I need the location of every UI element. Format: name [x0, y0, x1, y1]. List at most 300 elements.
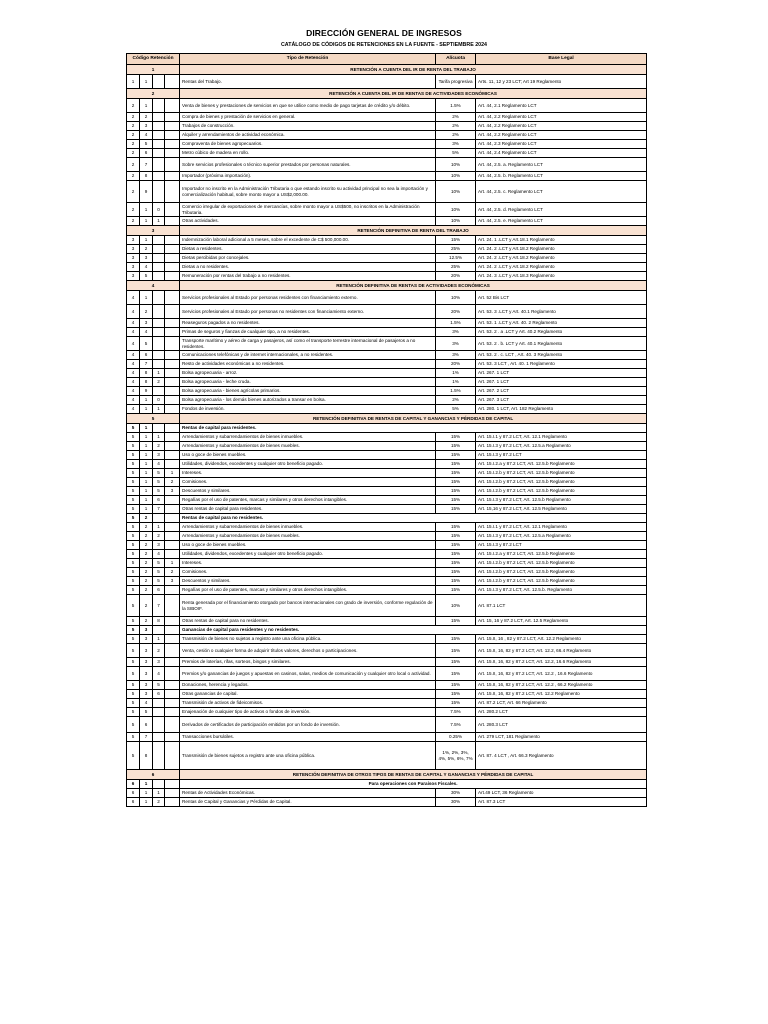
code-digit: 5 [127, 496, 140, 505]
table-row [127, 291, 647, 305]
retention-rate: 10% [436, 203, 476, 217]
table-row [127, 158, 647, 172]
retention-type: Dietas a residentes. [180, 245, 436, 254]
retention-type: Arrendamientos y subarrendamientos de bienes inmuebles. [180, 523, 436, 532]
code-digit: 5 [127, 667, 140, 681]
code-digit [153, 245, 165, 254]
retention-rate: Tarifa progresiva [436, 75, 476, 89]
code-digit [153, 263, 165, 272]
code-digit: 1 [153, 369, 165, 378]
code-digit: 3 [127, 254, 140, 263]
retention-type: Transacciones bursátiles. [180, 733, 436, 742]
code-digit: 2 [140, 595, 153, 617]
table-row [127, 733, 647, 742]
retention-type: Trabajos de construcción. [180, 122, 436, 131]
retention-rate: 3% [436, 328, 476, 337]
code-digit: 1 [165, 559, 180, 568]
legal-base: Art. 15.II, 16, 82 y 87.2 LCT, Art. 12.2 , 16.6 Reglamento [476, 667, 647, 681]
table-row [127, 523, 647, 532]
code-digit: 2 [127, 131, 140, 140]
retention-rate: 15% [436, 658, 476, 667]
code-digit: 2 [153, 378, 165, 387]
legal-base: Art. 53. 1 .LCT y Art. 40. 2 Reglamento [476, 319, 647, 328]
retention-type: Derivados de certificados de participación emitidos por un fondo de inversión. [180, 717, 436, 733]
code-digit [153, 351, 165, 360]
table-row [127, 140, 647, 149]
code-digit: 5 [153, 478, 165, 487]
code-digit: 9 [140, 387, 153, 396]
subsection-title: Para operaciones con Paraísos Fiscales. [180, 780, 647, 789]
code-digit [165, 708, 180, 717]
legal-base: Art. 44, 2.5. b. Reglamento LCT [476, 172, 647, 181]
retention-type: Arrendamientos y subarrendamientos de bienes inmuebles. [180, 433, 436, 442]
code-digit: 9 [140, 181, 153, 203]
subsection-row [127, 514, 647, 523]
retention-rate: 2% [436, 396, 476, 405]
code-digit: 8 [140, 369, 153, 378]
retention-type: Comisiones. [180, 478, 436, 487]
code-digit: 2 [165, 478, 180, 487]
code-digit: 2 [127, 217, 140, 226]
code-digit [153, 328, 165, 337]
section-code: 6 [127, 770, 180, 780]
retention-rate: 7.5% [436, 717, 476, 733]
retention-type: Dietas percibidas por concejales. [180, 254, 436, 263]
code-digit [165, 514, 180, 523]
retention-rate: 15% [436, 617, 476, 626]
table-row [127, 245, 647, 254]
code-digit: 4 [153, 667, 165, 681]
code-digit: 4 [127, 360, 140, 369]
retention-type: Arrendamientos y subarrendamientos de bienes muebles. [180, 532, 436, 541]
legal-base: Art. 15.II, 16, 82 y 87.2 LCT, Art. 12.2, 66.4 Reglamento [476, 644, 647, 658]
legal-base: Art. 267. 3 LCT [476, 396, 647, 405]
code-digit: 5 [127, 577, 140, 586]
code-digit: 3 [140, 635, 153, 644]
code-digit: 5 [127, 478, 140, 487]
code-digit: 3 [165, 577, 180, 586]
legal-base: Art. 15.I.3 y 87.2 LCT, Art. 12.5.a Reglamento [476, 532, 647, 541]
code-digit: 2 [140, 617, 153, 626]
code-digit [165, 351, 180, 360]
legal-base: Art. 44, 2.2 Reglamento LCT [476, 131, 647, 140]
code-digit: 5 [153, 487, 165, 496]
code-digit: 5 [140, 337, 153, 351]
code-digit: 2 [140, 550, 153, 559]
code-digit: 4 [127, 405, 140, 414]
legal-base: Art. 15.II, 16, 82 y 87.2 LCT, Art. 12.2 , 66.2 Reglamento [476, 681, 647, 690]
code-digit: 5 [127, 541, 140, 550]
code-digit: 3 [140, 658, 153, 667]
table-row [127, 595, 647, 617]
code-digit: 2 [140, 541, 153, 550]
code-digit: 4 [127, 396, 140, 405]
table-row [127, 559, 647, 568]
code-digit: 5 [153, 681, 165, 690]
retention-type: Donaciones, herencia y legados. [180, 681, 436, 690]
retention-type: Intereses. [180, 559, 436, 568]
code-digit: 1 [140, 798, 153, 807]
code-digit: 3 [153, 658, 165, 667]
code-digit: 3 [127, 263, 140, 272]
code-digit: 2 [153, 532, 165, 541]
code-digit [153, 158, 165, 172]
code-digit: 1 [153, 523, 165, 532]
legal-base: Art. 24. 2 .LCT y Art.18.2 Reglamento [476, 245, 647, 254]
section-code: 4 [127, 281, 180, 291]
retention-rate: 10% [436, 291, 476, 305]
code-digit [153, 254, 165, 263]
legal-base: Art. 44, 2.5. e. Reglamento LCT [476, 217, 647, 226]
header-code: Código Retención [127, 54, 180, 65]
code-digit [153, 387, 165, 396]
code-digit [165, 658, 180, 667]
code-digit: 5 [127, 586, 140, 595]
code-digit: 5 [127, 699, 140, 708]
retention-type: Intereses. [180, 469, 436, 478]
code-digit: 5 [127, 523, 140, 532]
code-digit: 1 [140, 460, 153, 469]
table-row [127, 717, 647, 733]
legal-base: Art. 15.II, 16 , 82 y 87.2 LCT, Art. 12.2 Reglamento [476, 635, 647, 644]
section-code: 5 [127, 414, 180, 424]
code-digit [153, 272, 165, 281]
code-digit: 2 [127, 181, 140, 203]
table-row [127, 577, 647, 586]
retention-rate: 15% [436, 505, 476, 514]
code-digit [165, 236, 180, 245]
retention-type: Arrendamientos y subarrendamientos de bienes muebles. [180, 442, 436, 451]
code-digit: 0 [153, 396, 165, 405]
retention-type: Bolsa agropecuaria - bienes agrícolas primarios. [180, 387, 436, 396]
retention-type: Descuentos y similares. [180, 487, 436, 496]
table-row [127, 487, 647, 496]
code-digit: 1 [140, 505, 153, 514]
code-digit [165, 789, 180, 798]
code-digit: 2 [127, 99, 140, 113]
header-base: Base Legal [476, 54, 647, 65]
retention-rate: 5% [436, 405, 476, 414]
code-digit: 1 [140, 780, 153, 789]
retention-type: Utilidades, dividendos, excedentes y cualquier otro beneficio pagado. [180, 460, 436, 469]
code-digit: 5 [127, 717, 140, 733]
retention-type: Premios de loterías, rifas, sorteos, bingos y similares. [180, 658, 436, 667]
code-digit: 7 [140, 360, 153, 369]
code-digit: 1 [127, 75, 140, 89]
code-digit: 5 [127, 690, 140, 699]
code-digit: 7 [140, 158, 153, 172]
code-digit [153, 181, 165, 203]
retention-type: Transmisión de activos de fideicomisos. [180, 699, 436, 708]
retention-type: Compraventa de bienes agropecuarios. [180, 140, 436, 149]
legal-base: Art.49 LCT, 36 Reglamento [476, 789, 647, 798]
code-digit [165, 369, 180, 378]
code-digit: 1 [140, 789, 153, 798]
code-digit: 5 [127, 742, 140, 770]
legal-base: Art. 15.I.2.b y 87.2 LCT, Art. 12.5.b Reglamento [476, 487, 647, 496]
code-digit: 2 [140, 514, 153, 523]
code-digit: 2 [165, 568, 180, 577]
legal-base: Art. 52 Bis LCT [476, 291, 647, 305]
code-digit [165, 122, 180, 131]
code-digit: 5 [127, 595, 140, 617]
code-digit [153, 733, 165, 742]
section-code: 1 [127, 65, 180, 75]
retention-rate: 12.5% [436, 254, 476, 263]
code-digit: 2 [140, 559, 153, 568]
legal-base: Art. 87. 4 LCT , Art. 66.3 Reglamento [476, 742, 647, 770]
code-digit: 1 [140, 217, 153, 226]
code-digit [165, 626, 180, 635]
table-row [127, 149, 647, 158]
retention-rate: 1.5% [436, 319, 476, 328]
code-digit: 6 [153, 586, 165, 595]
table-row [127, 272, 647, 281]
code-digit: 7 [140, 733, 153, 742]
code-digit: 7 [153, 505, 165, 514]
table-row [127, 99, 647, 113]
retention-type: Primas de seguros y fianzas de cualquier tipo, a no residentes. [180, 328, 436, 337]
code-digit [153, 626, 165, 635]
code-digit: 8 [153, 617, 165, 626]
code-digit: 2 [127, 203, 140, 217]
retention-type: Rentas de Capital y Ganancias y Pérdidas de Capital. [180, 798, 436, 807]
retention-rate: 10% [436, 181, 476, 203]
legal-base: Art. 44, 2.2 Reglamento LCT [476, 122, 647, 131]
code-digit [165, 337, 180, 351]
section-title: RETENCIÓN A CUENTA DEL IR DE RENTAS DE ACTIVIDADES ECONÓMICAS [180, 89, 647, 99]
retention-type: Regalías por el uso de patentes, marcas y similares y otros derechos intangibles. [180, 586, 436, 595]
retention-rate: 30% [436, 798, 476, 807]
code-digit: 5 [140, 272, 153, 281]
legal-base: Art. 87.1 LCT [476, 595, 647, 617]
table-row [127, 586, 647, 595]
retention-type: Regalías por el uso de patentes, marcas y similares y otros derechos intangibles. [180, 496, 436, 505]
code-digit [153, 360, 165, 369]
table-row [127, 181, 647, 203]
section-title: RETENCIÓN A CUENTA DEL IR DE RENTA DEL TRABAJO [180, 65, 647, 75]
code-digit: 6 [140, 149, 153, 158]
code-digit: 3 [140, 667, 153, 681]
code-digit [165, 305, 180, 319]
code-digit: 8 [140, 172, 153, 181]
code-digit: 6 [140, 717, 153, 733]
code-digit [153, 75, 165, 89]
subsection-row [127, 626, 647, 635]
retention-rate: 15% [436, 523, 476, 532]
legal-base: Art. 44, 2.1 Reglamento LCT [476, 99, 647, 113]
retention-type: Indemnización laboral adicional a 5 meses, sobre el excedente de C$ 500,000.00. [180, 236, 436, 245]
retention-rate: 15% [436, 496, 476, 505]
table-row [127, 681, 647, 690]
header-type: Tipo de Retención [180, 54, 436, 65]
code-digit: 1 [140, 75, 153, 89]
code-digit [165, 99, 180, 113]
table-row [127, 742, 647, 770]
table-row [127, 699, 647, 708]
legal-base: Art. 15.I.3 y 87.2 LCT, Art. 12.5.a Reglamento [476, 442, 647, 451]
code-digit: 5 [127, 568, 140, 577]
retention-rate: 2% [436, 131, 476, 140]
retention-type: Fondos de inversión. [180, 405, 436, 414]
code-digit [165, 505, 180, 514]
code-digit [165, 424, 180, 433]
code-digit: 8 [140, 742, 153, 770]
section-code: 2 [127, 89, 180, 99]
table-row [127, 378, 647, 387]
legal-base: Art. 279 LCT, 181 Reglamento [476, 733, 647, 742]
document-title: DIRECCIÓN GENERAL DE INGRESOS [306, 28, 462, 38]
code-digit [165, 798, 180, 807]
table-row [127, 708, 647, 717]
code-digit [153, 319, 165, 328]
table-row [127, 360, 647, 369]
code-digit: 1 [153, 789, 165, 798]
code-digit: 1 [140, 203, 153, 217]
legal-base: Art. 267. 1 LCT [476, 378, 647, 387]
retention-type: Dietas a no residentes. [180, 263, 436, 272]
code-digit: 1 [140, 469, 153, 478]
code-digit [165, 644, 180, 658]
retention-type: Renta generada por el financiamiento otorgado por bancos internacionales con grado de inversión, conforme regulación de la SIBOIF. [180, 595, 436, 617]
code-digit: 4 [127, 378, 140, 387]
code-digit: 2 [140, 113, 153, 122]
retention-rate: 1%, 2%, 3%, 4%, 5%, 6%, 7% [436, 742, 476, 770]
retention-type: Bolsa agropecuaria - arroz. [180, 369, 436, 378]
code-digit: 5 [127, 635, 140, 644]
legal-base: Art. 267. 2 LCT [476, 387, 647, 396]
code-digit [153, 699, 165, 708]
code-digit [165, 595, 180, 617]
code-digit [165, 140, 180, 149]
retention-rate: 10% [436, 595, 476, 617]
section-row [127, 770, 647, 780]
code-digit: 5 [153, 469, 165, 478]
retention-rate: 20% [436, 360, 476, 369]
table-row [127, 644, 647, 658]
code-digit [165, 460, 180, 469]
legal-base: Art. 53. 2 . b. LCT y Art. 40.1 Reglamento [476, 337, 647, 351]
legal-base: Art. 15.I.1 y 87.2 LCT, Art. 12.1 Reglamento [476, 433, 647, 442]
code-digit [165, 131, 180, 140]
code-digit: 4 [140, 263, 153, 272]
legal-base: Art. 44, 2.2 Reglamento LCT [476, 113, 647, 122]
legal-base: Art. 24. 3 .LCT y Art.18.3 Reglamento [476, 272, 647, 281]
code-digit: 3 [127, 245, 140, 254]
table-row [127, 405, 647, 414]
code-digit: 6 [127, 798, 140, 807]
code-digit: 4 [140, 328, 153, 337]
code-digit [165, 263, 180, 272]
code-digit: 5 [127, 550, 140, 559]
code-digit: 1 [153, 635, 165, 644]
table-body [127, 65, 647, 807]
legal-base: Art. 15.I.2.b y 87.2 LCT, Art. 12.5.b Reglamento [476, 478, 647, 487]
code-digit: 5 [127, 733, 140, 742]
code-digit: 1 [140, 496, 153, 505]
retention-rate: 7.5% [436, 708, 476, 717]
retention-type: Transmisión de bienes sujetos a registro ante una oficina pública. [180, 742, 436, 770]
table-row [127, 798, 647, 807]
code-digit: 5 [127, 505, 140, 514]
legal-base: Art. 15, 16 y 87.2 LCT, Art. 12.5 Reglamento [476, 617, 647, 626]
code-digit [165, 635, 180, 644]
code-digit [165, 780, 180, 789]
code-digit: 4 [127, 328, 140, 337]
retention-rate: 3% [436, 351, 476, 360]
subsection-row [127, 780, 647, 789]
code-digit: 3 [140, 644, 153, 658]
retention-code-table [126, 53, 647, 807]
code-digit: 4 [127, 291, 140, 305]
retention-type: Rentas de Actividades Económicas. [180, 789, 436, 798]
legal-base: Art. 24. 2 .LCT y Art.18.2 Reglamento [476, 254, 647, 263]
code-digit [153, 424, 165, 433]
code-digit [153, 236, 165, 245]
section-row [127, 65, 647, 75]
code-digit: 2 [127, 158, 140, 172]
code-digit: 4 [127, 337, 140, 351]
section-title: RETENCIÓN DEFINITIVA DE OTROS TIPOS DE RENTAS DE CAPITAL Y GANANCIAS Y PÉRDIDAS DE CAPITAL [180, 770, 647, 780]
code-digit: 5 [127, 681, 140, 690]
table-row [127, 254, 647, 263]
table-row [127, 541, 647, 550]
code-digit: 5 [127, 559, 140, 568]
code-digit [153, 140, 165, 149]
subsection-title: Ganancias de capital para residentes y no residentes. [180, 626, 647, 635]
code-digit: 1 [153, 405, 165, 414]
code-digit [165, 733, 180, 742]
legal-base: Art. 44, 2.5. d. Reglamento LCT [476, 203, 647, 217]
table-row [127, 550, 647, 559]
retention-rate: 2% [436, 122, 476, 131]
subsection-title: Rentas de capital para no residentes. [180, 514, 647, 523]
code-digit: 1 [140, 451, 153, 460]
code-digit [153, 149, 165, 158]
code-digit [153, 742, 165, 770]
table-row [127, 131, 647, 140]
retention-rate: 30% [436, 789, 476, 798]
code-digit: 3 [127, 236, 140, 245]
legal-base: Art. 15.I.2.b y 87.2 LCT, Art. 12.5.b Reglamento [476, 577, 647, 586]
code-digit: 2 [127, 122, 140, 131]
code-digit [165, 291, 180, 305]
code-digit [153, 305, 165, 319]
code-digit: 2 [127, 113, 140, 122]
retention-type: Otras ganancias de capital. [180, 690, 436, 699]
code-digit: 5 [127, 442, 140, 451]
legal-base: Art. 15.I.2.a y 87.2 LCT, Art. 12.5.b Reglamento [476, 550, 647, 559]
code-digit: 2 [140, 523, 153, 532]
legal-base: Art. 15.I.2.b y 87.2 LCT, Art. 12.5.b Reglamento [476, 559, 647, 568]
code-digit [165, 319, 180, 328]
legal-base: Art. 44, 2.5. c. Reglamento LCT [476, 181, 647, 203]
legal-base: Art. 15.I.3 y 87.2 LCT [476, 541, 647, 550]
retention-rate: 0.25% [436, 733, 476, 742]
code-digit: 1 [153, 433, 165, 442]
section-code: 3 [127, 226, 180, 236]
code-digit [165, 496, 180, 505]
table-row [127, 433, 647, 442]
code-digit: 5 [153, 568, 165, 577]
retention-type: Comisiones. [180, 568, 436, 577]
code-digit: 2 [140, 532, 153, 541]
table-row [127, 568, 647, 577]
retention-rate: 20% [436, 272, 476, 281]
code-digit [153, 99, 165, 113]
code-digit [165, 681, 180, 690]
legal-base: Art. 44, 2.5. a. Reglamento LCT [476, 158, 647, 172]
